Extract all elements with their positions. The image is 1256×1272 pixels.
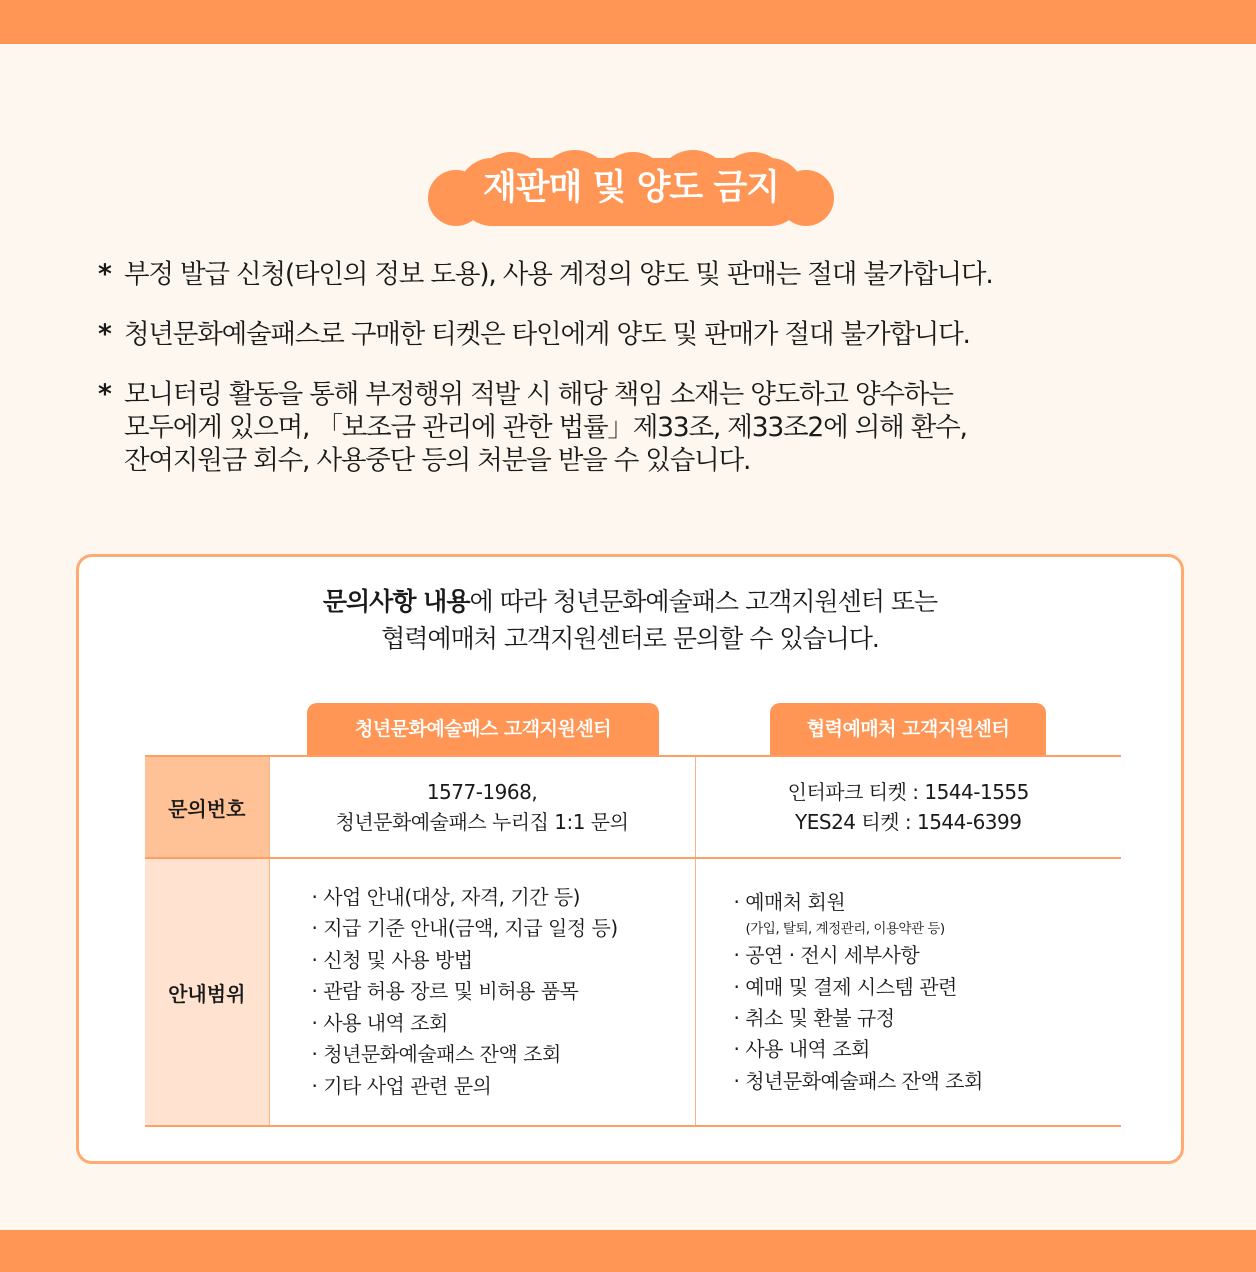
contact-table	[145, 755, 1121, 1127]
notice-text: 부정 발급 신청(타인의 정보 도용), 사용 계정의 양도 및 판매는 절대 불가합니다.	[124, 259, 993, 290]
asterisk-icon: *	[98, 319, 111, 350]
list-item: · 예매처 회원	[734, 887, 1122, 918]
tab-partner-support-center: 협력예매처 고객지원센터	[770, 703, 1046, 755]
tab-youth-culture-support-center: 청년문화예술패스 고객지원센터	[307, 703, 659, 755]
notice-text: 청년문화예술패스로 구매한 티켓은 타인에게 양도 및 판매가 절대 불가합니다.	[124, 319, 970, 350]
row-header-phone: 문의번호	[145, 756, 269, 858]
list-item: · 공연 · 전시 세부사항	[734, 940, 1122, 971]
intro-text: 에 따라 청년문화예술패스 고객지원센터 또는	[469, 587, 938, 616]
list-item: · 지급 기준 안내(금액, 지급 일정 등)	[312, 913, 695, 944]
list-item-note: (가입, 탈퇴, 계정관리, 이용약관 등)	[745, 921, 945, 938]
list-item: · 사업 안내(대상, 자격, 기간 등)	[312, 882, 695, 913]
list-item: · 사용 내역 조회	[312, 1008, 695, 1039]
list-item: · 청년문화예술패스 잔액 조회	[312, 1039, 695, 1070]
list-item: · 기타 사업 관련 문의	[312, 1071, 695, 1102]
notice-list	[98, 258, 1168, 504]
title-cloud-badge	[428, 150, 834, 226]
asterisk-icon: *	[98, 379, 111, 410]
asterisk-icon: *	[98, 259, 111, 290]
intro-text-line2: 협력예매처 고객지원센터로 문의할 수 있습니다.	[381, 624, 879, 653]
table-row-phone	[145, 756, 1121, 858]
panel-intro	[79, 583, 1181, 657]
list-item: · 예매 및 결제 시스템 관련	[734, 972, 1122, 1003]
list-item: · 관람 허용 장르 및 비허용 품목	[312, 976, 695, 1007]
intro-highlight: 문의사항 내용	[322, 587, 470, 616]
notice-text: 모니터링 활동을 통해 부정행위 적발 시 해당 책임 소재는 양도하고 양수하는	[124, 379, 953, 410]
list-item: · 취소 및 환불 규정	[734, 1003, 1122, 1034]
notice-item	[98, 378, 1168, 477]
list-item: · 신청 및 사용 방법	[312, 945, 695, 976]
phone-line: 인터파크 티켓 : 1544-1555	[787, 780, 1029, 804]
notice-item	[98, 318, 1168, 351]
list-item: · 청년문화예술패스 잔액 조회	[734, 1066, 1122, 1097]
scope-list-partner	[734, 887, 1122, 1097]
bottom-accent-bar	[0, 1230, 1256, 1272]
notice-text: 잔여지원금 회수, 사용중단 등의 처분을 받을 수 있습니다.	[124, 445, 751, 476]
cell-partner-phone	[695, 756, 1121, 858]
notice-text: 모두에게 있으며, 「보조금 관리에 관한 법률」제33조, 제33조2에 의해 환수,	[124, 412, 967, 443]
scope-list-youth	[312, 882, 695, 1102]
contact-info-panel	[76, 554, 1184, 1164]
phone-line: 청년문화예술패스 누리집 1:1 문의	[335, 810, 629, 834]
phone-line: 1577-1968,	[426, 780, 538, 804]
cell-partner-scope	[695, 858, 1121, 1126]
top-accent-bar	[0, 0, 1256, 44]
list-item: · 사용 내역 조회	[734, 1034, 1122, 1065]
cell-youth-phone	[269, 756, 695, 858]
cell-youth-scope	[269, 858, 695, 1126]
table-row-scope	[145, 858, 1121, 1126]
page-title: 재판매 및 양도 금지	[482, 168, 780, 208]
notice-item	[98, 258, 1168, 291]
row-header-scope: 안내범위	[145, 858, 269, 1126]
phone-line: YES24 티켓 : 1544-6399	[795, 810, 1022, 834]
